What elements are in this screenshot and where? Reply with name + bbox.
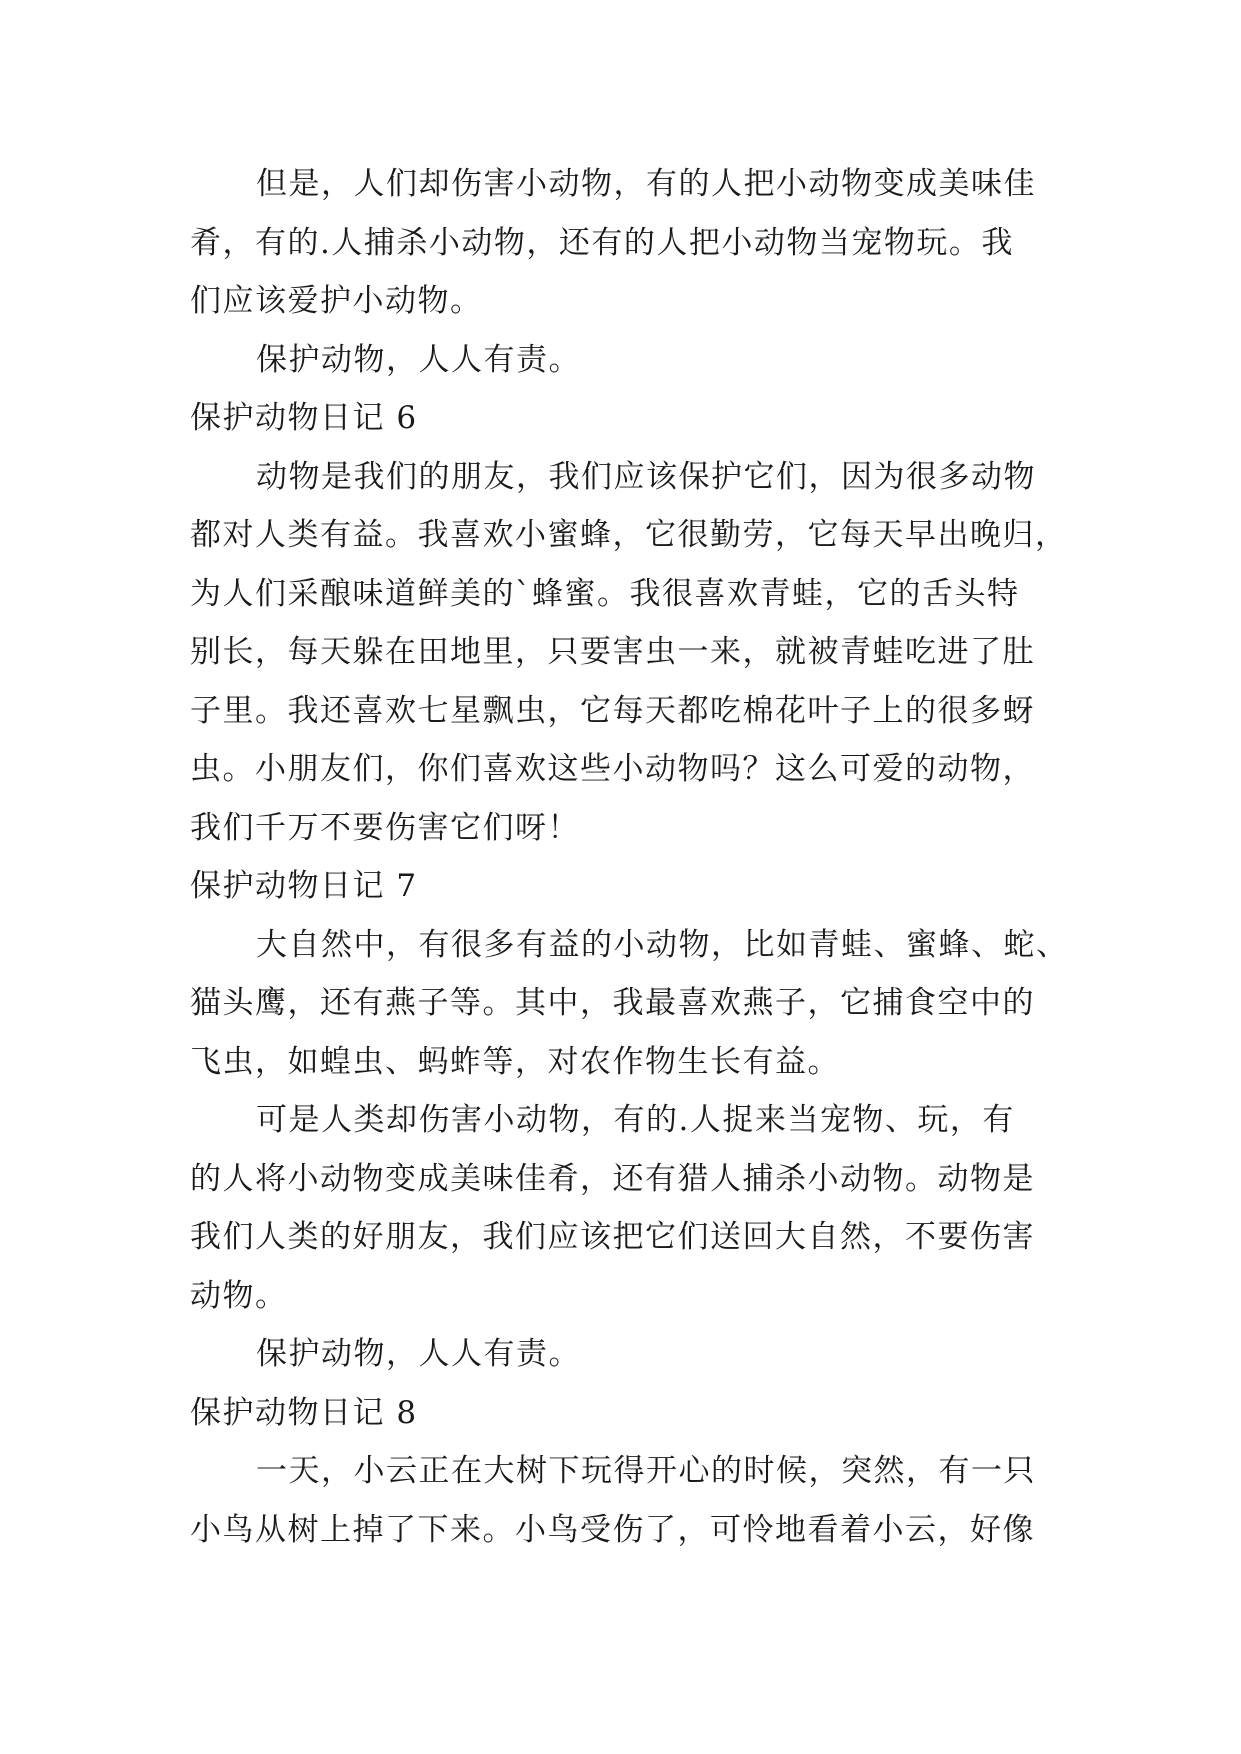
section-heading: 保护动物日记 7 — [190, 868, 418, 904]
text-line: 可是人类却伤害小动物，有的.人捉来当宠物、玩，有 — [256, 1102, 1015, 1138]
text-line: 为人们采酿味道鲜美的`蜂蜜。我很喜欢青蛙，它的舌头特 — [190, 575, 1020, 612]
text-line: 猫头鹰，还有燕子等。其中，我最喜欢燕子，它捕食空中的 — [190, 985, 1035, 1021]
text-line: 都对人类有益。我喜欢小蜜蜂，它很勤劳，它每天早出晚归， — [190, 517, 1068, 553]
text-line: 保护动物，人人有责。 — [256, 1336, 581, 1372]
text-line: 们应该爱护小动物。 — [190, 283, 483, 319]
text-line: 飞虫，如蝗虫、蚂蚱等，对农作物生长有益。 — [190, 1043, 840, 1080]
text-line: 我们千万不要伤害它们呀！ — [190, 809, 580, 846]
section-heading: 保护动物日记 6 — [190, 400, 418, 436]
text-line: 我们人类的好朋友，我们应该把它们送回大自然，不要伤害 — [190, 1219, 1035, 1255]
text-line: 大自然中，有很多有益的小动物，比如青蛙、蜜蜂、蛇、 — [256, 926, 1069, 963]
section-heading: 保护动物日记 8 — [190, 1394, 418, 1431]
text-line: 保护动物，人人有责。 — [256, 341, 581, 378]
text-line: 小鸟从树上掉了下来。小鸟受伤了，可怜地看着小云，好像 — [190, 1511, 1035, 1548]
text-line: 子里。我还喜欢七星飘虫，它每天都吃棉花叶子上的很多蚜 — [190, 692, 1035, 729]
text-line: 虫。小朋友们，你们喜欢这些小动物吗？这么可爱的动物， — [190, 751, 1035, 787]
document-body — [190, 155, 1069, 1559]
text-line: 的人将小动物变成美味佳肴，还有猎人捕杀小动物。动物是 — [190, 1160, 1035, 1197]
text-line: 一天，小云正在大树下玩得开心的时候，突然，有一只 — [256, 1453, 1036, 1489]
text-line: 别长，每天躲在田地里，只要害虫一来，就被青蛙吃进了肚 — [190, 634, 1035, 670]
text-line: 肴，有的.人捕杀小动物，还有的人把小动物当宠物玩。我 — [190, 224, 1014, 261]
text-line: 但是，人们却伤害小动物，有的人把小动物变成美味佳 — [256, 166, 1036, 202]
text-line: 动物。 — [190, 1277, 288, 1314]
text-line: 动物是我们的朋友，我们应该保护它们，因为很多动物 — [256, 458, 1036, 495]
